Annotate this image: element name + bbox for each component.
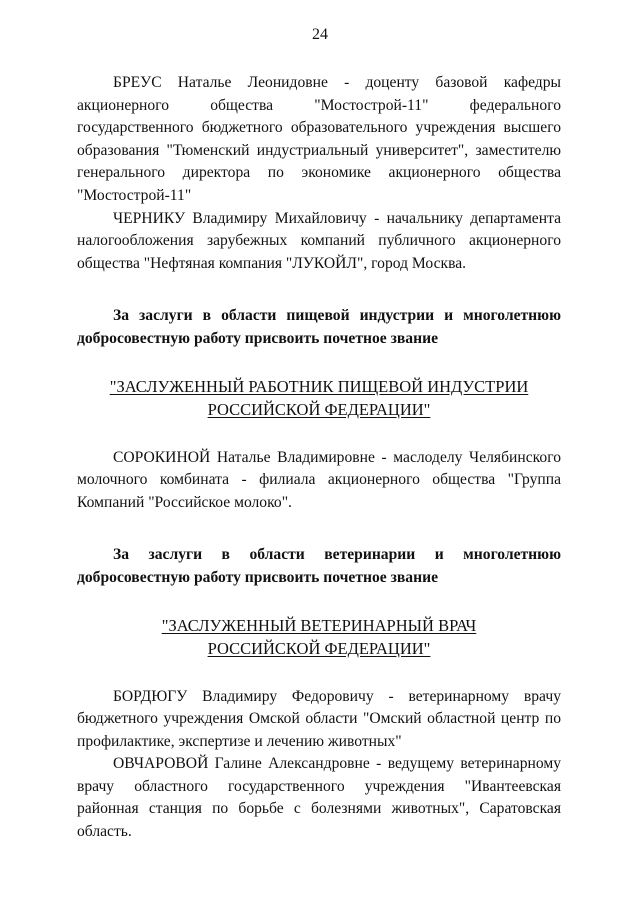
page-number: 24 — [312, 26, 328, 43]
award-entry-bordyug: БОРДЮГУ Владимиру Федоровичу - ветеринарному врачу бюджетного учреждения Омской области "Омский областной центр по профилактике, экспертизе и лечению животных" — [77, 687, 561, 750]
award-entry-breus: БРЕУС Наталье Леонидовне - доценту базовой кафедры акционерного общества "Мостострой-11" федерального государственного бюджетного образовательного учреждения высшего образования "Тюменский индустриальный университет", заместителю генерального директора по экономике акционерного общества "Мостострой-11" — [77, 74, 561, 204]
title-line: "ЗАСЛУЖЕННЫЙ РАБОТНИК ПИЩЕВОЙ ИНДУСТРИИ — [109, 376, 529, 396]
title-line: РОССИЙСКОЙ ФЕДЕРАЦИИ" — [207, 399, 431, 419]
honorary-title-food-industry — [77, 375, 561, 421]
title-line: "ЗАСЛУЖЕННЫЙ ВЕТЕРИНАРНЫЙ ВРАЧ — [161, 615, 477, 635]
award-entry-chernik: ЧЕРНИКУ Владимиру Михайловичу - начальнику департамента налогообложения зарубежных компаний публичного акционерного общества "Нефтяная компания "ЛУКОЙЛ", город Москва. — [77, 209, 561, 272]
title-line: РОССИЙСКОЙ ФЕДЕРАЦИИ" — [207, 638, 431, 658]
section-intro-food-industry: За заслуги в области пищевой индустрии и многолетнюю добросовестную работу присвоить почетное звание — [77, 307, 561, 347]
award-entry-sorokina: СОРОКИНОЙ Наталье Владимировне - маслоделу Челябинского молочного комбината - филиала акционерного общества "Группа Компаний "Российское молоко". — [77, 448, 561, 511]
document-body — [77, 72, 561, 844]
honorary-title-veterinary — [77, 614, 561, 660]
section-intro-veterinary: За заслуги в области ветеринарии и многолетнюю добросовестную работу присвоить почетное звание — [77, 546, 561, 586]
award-entry-ovcharova: ОВЧАРОВОЙ Галине Александровне - ведущему ветеринарному врачу областного государственного учреждения "Ивантеевская районная станция по борьбе с болезнями животных", Саратовская область. — [77, 755, 561, 841]
